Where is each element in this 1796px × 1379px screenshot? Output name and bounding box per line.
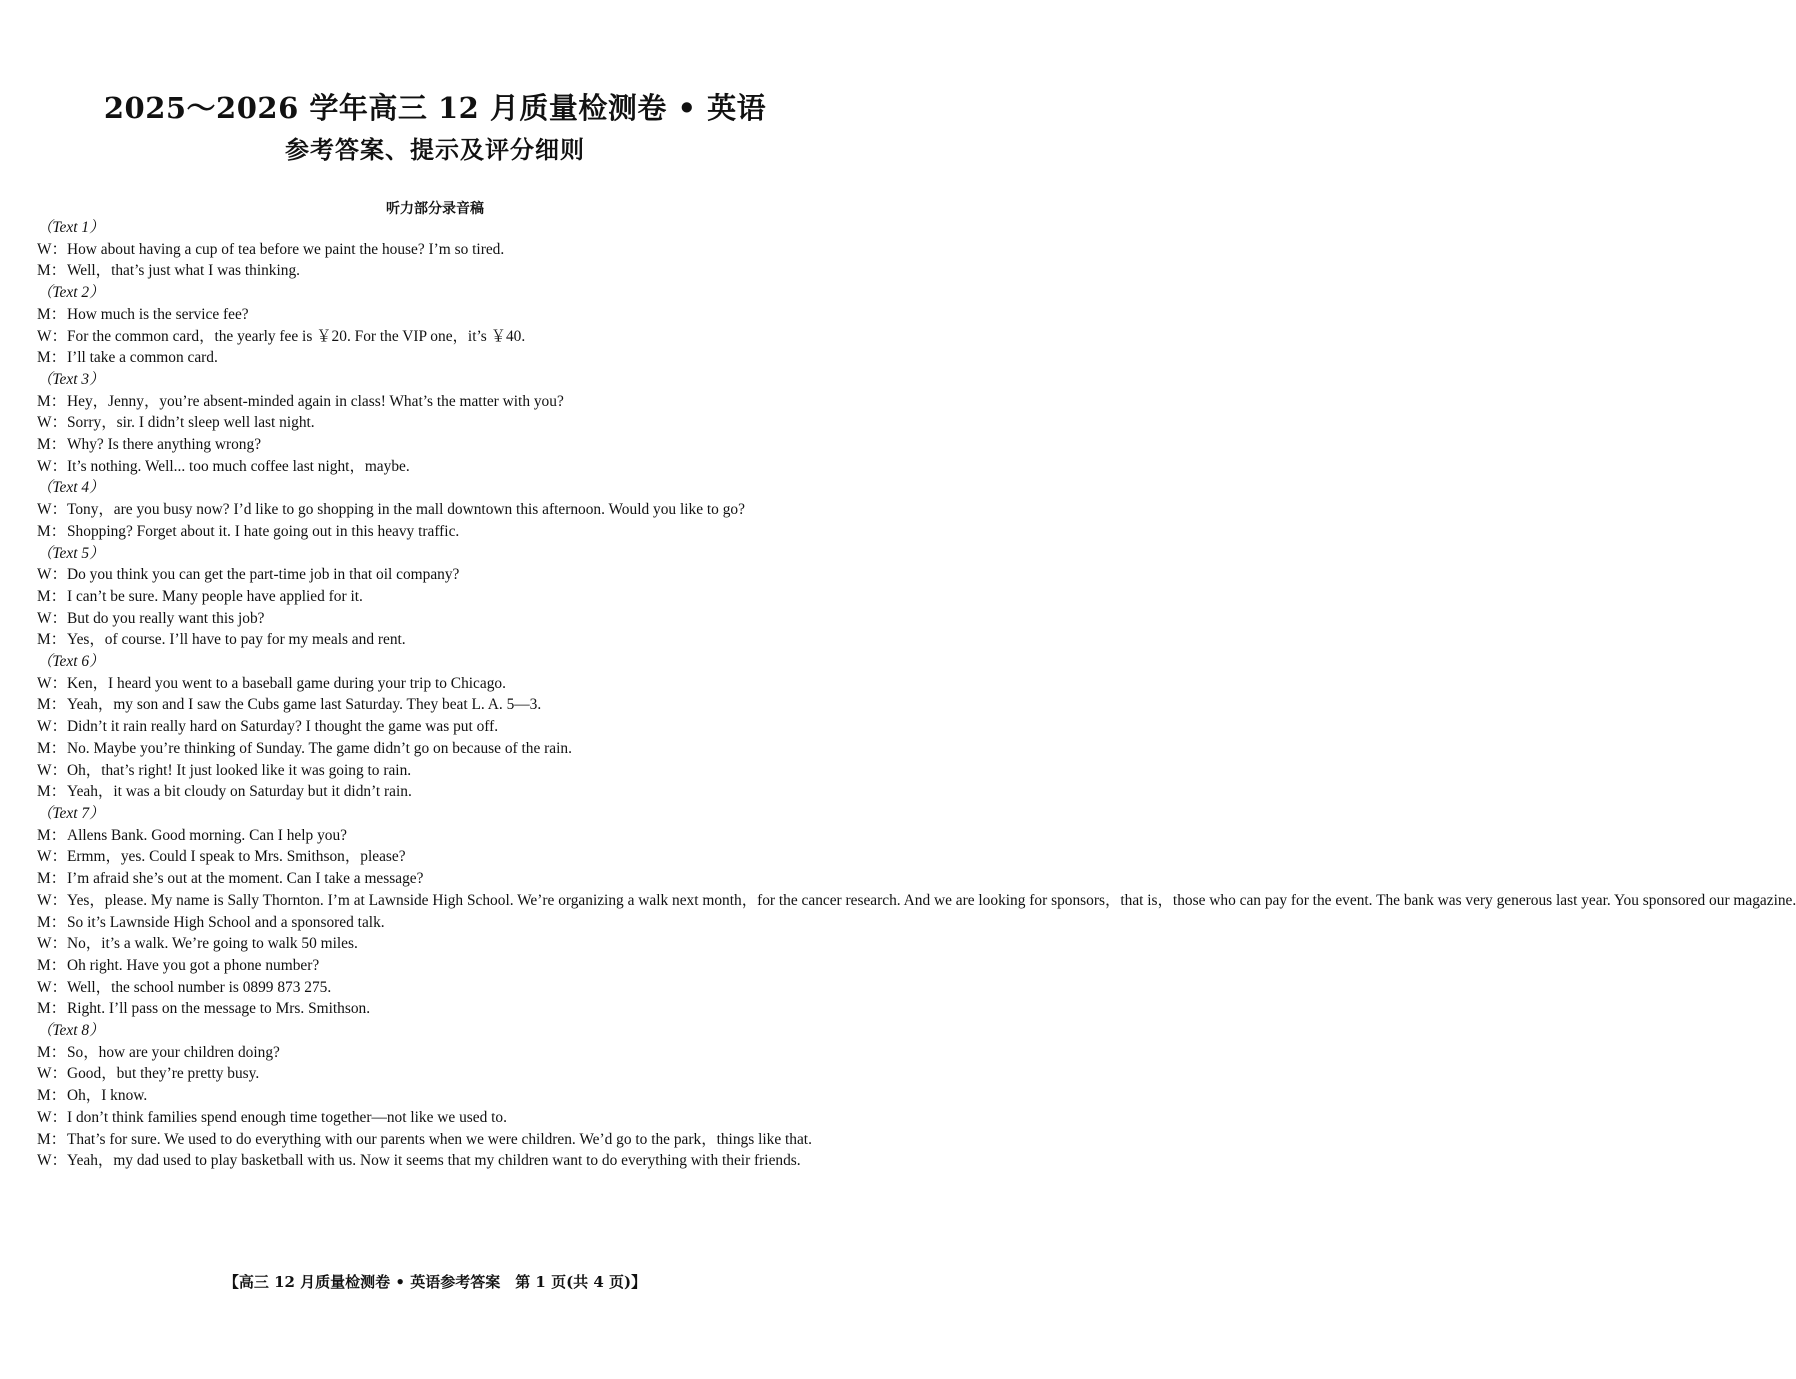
dialogue-line <box>37 1129 834 1151</box>
dialogue-line <box>37 304 834 326</box>
text-number-heading: （Text 7） <box>37 804 105 822</box>
dialogue-line <box>37 1150 834 1172</box>
dialogue-text: Good，but they’re pretty busy. <box>67 1065 260 1083</box>
speaker-label: M： <box>37 1130 67 1148</box>
text-number-heading: （Text 2） <box>37 284 105 302</box>
dialogue-line <box>37 738 834 760</box>
dialogue-line <box>37 781 834 803</box>
dialogue-text: No. Maybe you’re thinking of Sunday. The game didn’t go on because of the rain. <box>67 739 572 757</box>
speaker-label: M： <box>37 631 67 649</box>
dialogue-text: I don’t think families spend enough time together—not like we used to. <box>67 1108 507 1126</box>
dialogue-line <box>37 977 834 999</box>
page-title: 2025～2026 学年高三 12 月质量检测卷 • 英语 <box>103 91 767 125</box>
dialogue-text: Right. I’ll pass on the message to Mrs. Smithson. <box>67 1000 371 1018</box>
dialogue-text: I’ll take a common card. <box>67 349 218 367</box>
dialogue-line <box>37 629 834 651</box>
dialogue-text: Oh，I know. <box>67 1087 148 1105</box>
dialogue-text: Why? Is there anything wrong? <box>67 436 262 454</box>
speaker-label: W： <box>37 1152 67 1170</box>
dialogue-text: For the common card，the yearly fee is ￥20. For the VIP one，it’s ￥40. <box>67 327 526 345</box>
speaker-label: W： <box>37 609 67 627</box>
text-number-heading: （Text 1） <box>37 219 105 236</box>
speaker-label: M： <box>37 262 67 280</box>
dialogue-text: Yes，please. My name is Sally Thornton. I’m at Lawnside High School. We’re organizing a walk next month，for the cancer research. And we are looking for sponsors，that is，those who can pay for the event. The bank was very generous last year. You sponsored our magazine. <box>67 891 1796 909</box>
speaker-label: M： <box>37 870 67 888</box>
dialogue-text: Tony，are you busy now? I’d like to go shopping in the mall downtown this afternoon. Would you like to go? <box>67 501 745 519</box>
speaker-label: W： <box>37 674 67 692</box>
dialogue-text: Do you think you can get the part-time job in that oil company? <box>67 566 460 584</box>
dialogue-line <box>37 456 834 478</box>
dialogue-text: Ermm，yes. Could I speak to Mrs. Smithson，please? <box>67 848 406 866</box>
speaker-label: M： <box>37 1087 67 1105</box>
dialogue-line <box>37 846 834 868</box>
dialogue-line <box>37 239 834 261</box>
page-footer: 【高三 12 月质量检测卷 • 英语参考答案 第 1 页(共 4 页)】 <box>223 1273 647 1291</box>
page-subtitle: 参考答案、提示及评分细则 <box>285 135 585 164</box>
text-number-heading: （Text 8） <box>37 1022 105 1040</box>
speaker-label: M： <box>37 349 67 367</box>
dialogue-line <box>37 868 834 890</box>
dialogue-text: Ken，I heard you went to a baseball game during your trip to Chicago. <box>67 674 506 692</box>
speaker-label: W： <box>37 327 67 345</box>
dialogue-line <box>37 1042 834 1064</box>
dialogue-line <box>37 998 834 1020</box>
speaker-label: W： <box>37 501 67 519</box>
dialogue-text: Well，the school number is 0899 873 275. <box>67 978 332 996</box>
speaker-label: W： <box>37 566 67 584</box>
dialogue-line <box>37 608 834 630</box>
dialogue-line <box>37 912 834 934</box>
dialogue-text: Well，that’s just what I was thinking. <box>67 262 301 280</box>
speaker-label: M： <box>37 1043 67 1061</box>
speaker-label: W： <box>37 718 67 736</box>
speaker-label: W： <box>37 414 67 432</box>
speaker-label: W： <box>37 457 67 475</box>
dialogue-line <box>37 521 834 543</box>
dialogue-text: Shopping? Forget about it. I hate going out in this heavy traffic. <box>67 522 460 540</box>
dialogue-text: Oh，that’s right! It just looked like it was going to rain. <box>67 761 412 779</box>
dialogue-text: I’m afraid she’s out at the moment. Can I take a message? <box>67 870 424 888</box>
speaker-label: M： <box>37 392 67 410</box>
dialogue-line <box>37 499 834 521</box>
dialogue-line <box>37 955 834 977</box>
dialogue-text: Yeah，my son and I saw the Cubs game last Saturday. They beat L. A. 5—3. <box>67 696 542 714</box>
dialogue-text: Yeah，it was a bit cloudy on Saturday but it didn’t rain. <box>67 783 412 801</box>
dialogue-text: So，how are your children doing? <box>67 1043 280 1061</box>
speaker-label: W： <box>37 891 67 909</box>
dialogue-line <box>37 760 834 782</box>
speaker-label: M： <box>37 739 67 757</box>
dialogue-text: It’s nothing. Well... too much coffee last night，maybe. <box>67 457 410 475</box>
dialogue-line <box>37 391 834 413</box>
dialogue-text: Yeah，my dad used to play basketball with us. Now it seems that my children want to do everything with their friends. <box>67 1152 801 1170</box>
speaker-label: W： <box>37 1108 67 1126</box>
dialogue-text: But do you really want this job? <box>67 609 265 627</box>
section-heading: 听力部分录音稿 <box>386 201 484 217</box>
text-number-heading: （Text 4） <box>37 479 105 497</box>
transcript <box>37 217 1796 1172</box>
dialogue-line <box>37 716 834 738</box>
dialogue-line <box>37 326 834 348</box>
dialogue-line <box>37 1085 834 1107</box>
dialogue-text: So it’s Lawnside High School and a sponsored talk. <box>67 913 385 931</box>
dialogue-line <box>37 694 834 716</box>
dialogue-line <box>37 890 1796 912</box>
speaker-label: M： <box>37 783 67 801</box>
dialogue-line <box>37 1063 834 1085</box>
dialogue-text: Yes，of course. I’ll have to pay for my meals and rent. <box>67 631 406 649</box>
speaker-label: M： <box>37 913 67 931</box>
speaker-label: W： <box>37 978 67 996</box>
dialogue-line <box>37 347 834 369</box>
speaker-label: M： <box>37 305 67 323</box>
dialogue-text: Sorry，sir. I didn’t sleep well last night. <box>67 414 315 432</box>
dialogue-text: How much is the service fee? <box>67 305 249 323</box>
dialogue-text: Oh right. Have you got a phone number? <box>67 956 320 974</box>
speaker-label: M： <box>37 826 67 844</box>
speaker-label: M： <box>37 1000 67 1018</box>
speaker-label: M： <box>37 956 67 974</box>
dialogue-text: How about having a cup of tea before we paint the house? I’m so tired. <box>67 240 505 258</box>
speaker-label: W： <box>37 848 67 866</box>
speaker-label: M： <box>37 522 67 540</box>
speaker-label: M： <box>37 436 67 454</box>
speaker-label: W： <box>37 1065 67 1083</box>
speaker-label: M： <box>37 587 67 605</box>
dialogue-text: I can’t be sure. Many people have applied for it. <box>67 587 363 605</box>
dialogue-line <box>37 933 834 955</box>
dialogue-line <box>37 434 834 456</box>
dialogue-text: That’s for sure. We used to do everything with our parents when we were children. We’d go to the park，things like that. <box>67 1130 812 1148</box>
dialogue-text: Allens Bank. Good morning. Can I help you? <box>67 826 347 844</box>
dialogue-line <box>37 564 834 586</box>
text-number-heading: （Text 6） <box>37 653 105 671</box>
dialogue-line <box>37 1107 834 1129</box>
speaker-label: W： <box>37 761 67 779</box>
dialogue-text: Didn’t it rain really hard on Saturday? I thought the game was put off. <box>67 718 499 736</box>
dialogue-line <box>37 586 834 608</box>
dialogue-line <box>37 825 834 847</box>
dialogue-text: No，it’s a walk. We’re going to walk 50 miles. <box>67 935 358 953</box>
speaker-label: W： <box>37 240 67 258</box>
dialogue-text: Hey，Jenny，you’re absent-minded again in class! What’s the matter with you? <box>67 392 564 410</box>
dialogue-line <box>37 260 834 282</box>
text-number-heading: （Text 5） <box>37 544 105 562</box>
dialogue-line <box>37 673 834 695</box>
speaker-label: W： <box>37 935 67 953</box>
dialogue-line <box>37 412 834 434</box>
text-number-heading: （Text 3） <box>37 370 105 388</box>
speaker-label: M： <box>37 696 67 714</box>
